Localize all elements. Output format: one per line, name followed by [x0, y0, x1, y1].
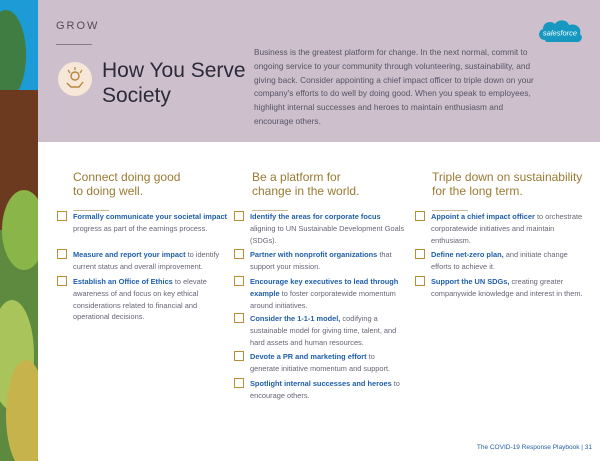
checkbox[interactable] — [415, 249, 425, 259]
column-heading: Be a platform for change in the world. — [252, 170, 360, 198]
section-divider — [56, 44, 92, 45]
checkbox[interactable] — [57, 211, 67, 221]
page-header — [38, 0, 600, 142]
column-connect-doing-good — [73, 170, 180, 211]
page-title: How You Serve Society — [102, 59, 246, 107]
checkbox[interactable] — [415, 276, 425, 286]
checkbox[interactable] — [415, 211, 425, 221]
salesforce-logo — [535, 16, 585, 48]
checkbox[interactable] — [57, 276, 67, 286]
foliage-shape — [2, 190, 38, 270]
column-heading: Connect doing good to doing well. — [73, 170, 181, 198]
checkbox[interactable] — [234, 211, 244, 221]
checkbox[interactable] — [57, 249, 67, 259]
section-label: GROW — [56, 20, 100, 32]
checkbox[interactable] — [234, 249, 244, 259]
decorative-illustration-strip — [0, 0, 38, 461]
logo-wordmark: salesforce — [542, 28, 578, 38]
column-platform-for-change — [252, 170, 359, 211]
page-footer: The COVID-19 Response Playbook | 31 — [476, 444, 592, 451]
intro-paragraph: Business is the greatest platform for change. In the next normal, commit to ongoing service to your community through volunteering, sustainability, and giving back. Consider appointing a chief impact officer to triple down on your company's efforts to do well by doing good. When you speak to employees, highlight internal successes and heroes to maintain enthusiasm and encourage others. — [254, 47, 534, 126]
service-icon — [58, 62, 92, 96]
column-heading: Triple down on sustainability for the long term. — [432, 170, 583, 198]
checkbox[interactable] — [234, 351, 244, 361]
checkbox[interactable] — [234, 276, 244, 286]
checkbox[interactable] — [234, 378, 244, 388]
column-sustainability — [432, 170, 582, 211]
checkbox[interactable] — [234, 313, 244, 323]
